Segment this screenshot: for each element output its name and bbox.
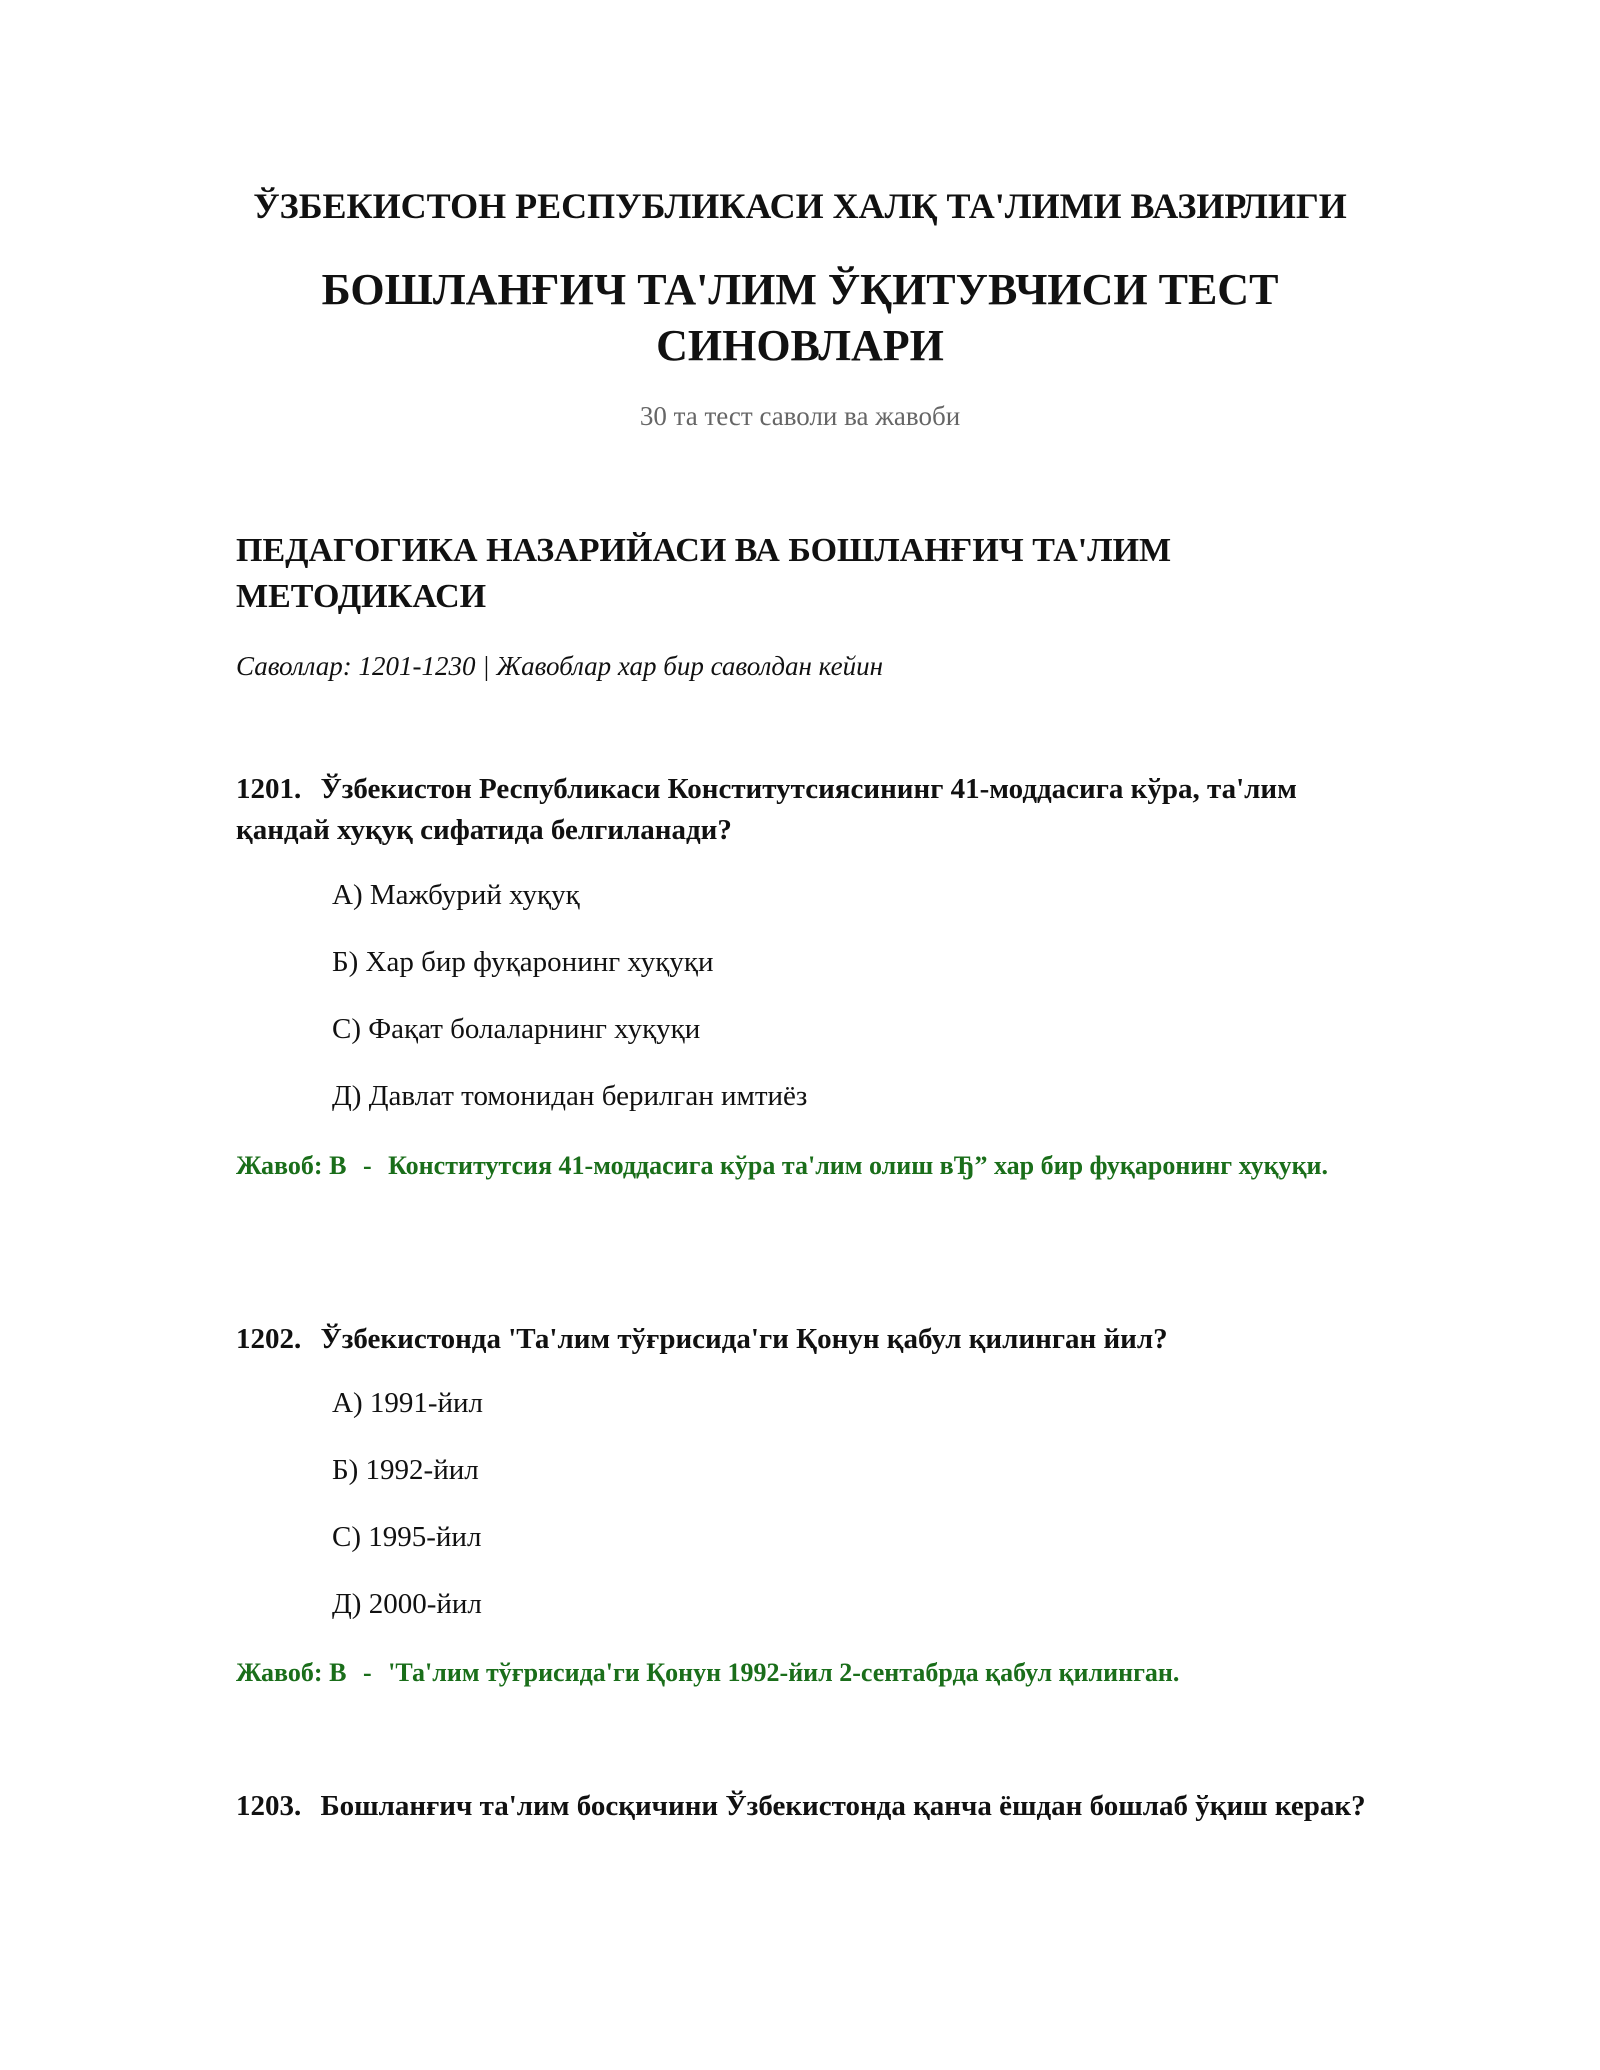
answer-letter: В <box>329 1151 347 1180</box>
question-number: 1201. <box>236 773 302 805</box>
question-text: Бошланғич та'лим босқичини Ўзбекистонда қанча ёшдан бошлаб ўқиш керак? <box>320 1790 1366 1822</box>
option-d: Д) 2000-йил <box>332 1588 482 1620</box>
option-d: Д) Давлат томонидан берилган имтиёз <box>332 1080 808 1112</box>
answer-text: Конститутсия 41-моддасига кўра та'лим олиш вЂ” хар бир фуқаронинг хуқуқи. <box>388 1151 1329 1180</box>
document-title: БОШЛАНҒИЧ ТА'ЛИМ ЎҚИТУВЧИСИ ТЕСТ СИНОВЛАРИ <box>321 265 1279 370</box>
question-1202 <box>236 1319 1366 1360</box>
answer-separator: - <box>362 1151 372 1180</box>
option-c: С) 1995-йил <box>332 1521 482 1553</box>
answer-separator: - <box>362 1658 372 1687</box>
question-number: 1202. <box>236 1323 302 1355</box>
option-a: А) Мажбурий хуқуқ <box>332 879 580 911</box>
question-text: Ўзбекистонда 'Та'лим тўғрисида'ги Қонун қабул қилинган йил? <box>320 1323 1168 1355</box>
answer-label: Жавоб: <box>236 1151 323 1180</box>
section-note: Саволлар: 1201-1230 | Жавоблар хар бир саволдан кейин <box>236 651 884 681</box>
option-a: А) 1991-йил <box>332 1387 484 1419</box>
question-1203 <box>236 1786 1366 1827</box>
option-b: Б) Хар бир фуқаронинг хуқуқи <box>332 946 714 978</box>
option-c: С) Фақат болаларнинг хуқуқи <box>332 1013 701 1045</box>
option-b: Б) 1992-йил <box>332 1454 479 1486</box>
ministry-heading: ЎЗБЕКИСТОН РЕСПУБЛИКАСИ ХАЛҚ ТА'ЛИМИ ВАЗИРЛИГИ <box>253 186 1347 226</box>
answer-letter: В <box>329 1658 347 1687</box>
question-number: 1203. <box>236 1790 302 1822</box>
answer-label: Жавоб: <box>236 1658 323 1687</box>
document-subtitle: 30 та тест саволи ва жавоби <box>639 401 961 431</box>
section-title: ПЕДАГОГИКА НАЗАРИЙАСИ ВА БОШЛАНҒИЧ ТА'ЛИМ МЕТОДИКАСИ <box>236 532 1172 615</box>
question-text: Ўзбекистон Республикаси Конститутсиясининг 41-моддасига кўра, та'лим қандай хуқуқ сифатида белгиланади? <box>236 773 1297 846</box>
answer-1201 <box>236 1147 1366 1185</box>
question-1201 <box>236 769 1366 851</box>
answer-text: 'Та'лим тўғрисида'ги Қонун 1992-йил 2-сентабрда қабул қилинган. <box>388 1658 1180 1687</box>
answer-1202 <box>236 1654 1366 1692</box>
